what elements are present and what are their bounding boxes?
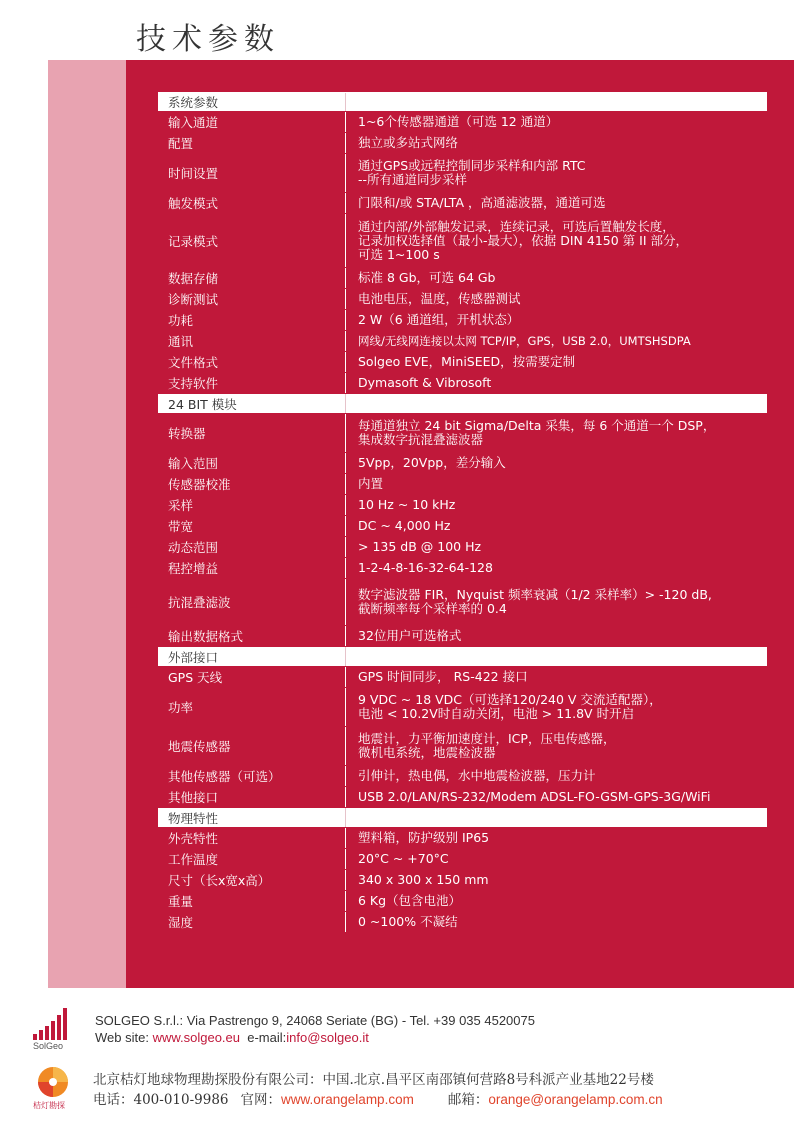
- spec-row: [158, 268, 767, 289]
- spec-label: 数据存储: [168, 271, 219, 286]
- spec-row: [158, 912, 767, 933]
- orangelamp-logo: [31, 1064, 75, 1112]
- spec-value-line: 数字滤波器 FIR，Nyquist 频率衰减（1/2 采样率）> -120 dB,: [358, 587, 712, 602]
- spec-value-line: GPS 时间同步， RS-422 接口: [358, 669, 528, 684]
- spec-label: 地震传感器: [168, 739, 231, 754]
- spec-value: [346, 912, 767, 932]
- spec-value-line: 9 VDC ~ 18 VDC（可选择120/240 V 交流适配器），: [358, 692, 662, 707]
- spec-value-line: 门限和/或 STA/LTA ，高通滤波器，通道可选: [358, 195, 606, 210]
- spec-label: 支持软件: [168, 376, 219, 391]
- spec-row: [158, 474, 767, 495]
- spec-row: [158, 849, 767, 870]
- solgeo-logo-text: SolGeo: [33, 1041, 64, 1051]
- spec-value-line: 0 ~100% 不凝结: [358, 914, 458, 929]
- solgeo-address: SOLGEO S.r.l.: Via Pastrengo 9, 24068 Seriate (BG) - Tel. +39 035 4520075: [95, 1013, 535, 1028]
- spec-value-line: 10 Hz ~ 10 kHz: [358, 497, 456, 512]
- orangelamp-footer: [31, 1064, 791, 1114]
- spec-label: 触发模式: [168, 196, 219, 211]
- spec-value-line: 可选 1~100 s: [358, 246, 440, 262]
- spec-value-line: 1-2-4-8-16-32-64-128: [358, 560, 493, 575]
- spec-label: 湿度: [168, 915, 194, 930]
- spec-value-line: 32位用户可选格式: [358, 628, 462, 643]
- side-band: [48, 60, 126, 988]
- spec-row: [158, 766, 767, 787]
- spec-label: 文件格式: [168, 355, 219, 370]
- solgeo-footer: [31, 1004, 771, 1054]
- spec-value: [346, 849, 767, 869]
- spec-value-line: 记录加权选择值（最小-最大），依据 DIN 4150 第 II 部分，: [358, 232, 688, 248]
- section-title: 物理特性: [168, 810, 219, 826]
- spec-value: [346, 558, 767, 578]
- spec-value-line: 独立或多站式网络: [358, 135, 459, 150]
- section-header: [158, 808, 767, 828]
- spec-label: GPS 天线: [168, 670, 223, 685]
- spec-value: [346, 373, 767, 393]
- spec-label: 带宽: [168, 519, 194, 534]
- solgeo-logo: [31, 1004, 75, 1052]
- orangelamp-contact: [93, 1070, 663, 1110]
- site-label: 官网：: [240, 1092, 282, 1108]
- spec-value: [346, 537, 767, 557]
- spec-value: [346, 310, 767, 330]
- spec-row: [158, 537, 767, 558]
- spec-label: 重量: [168, 894, 194, 909]
- spec-value-line: 截断频率每个采样率的 0.4: [358, 601, 507, 616]
- spec-value: [346, 193, 767, 213]
- spec-row: [158, 112, 767, 133]
- spec-value: [346, 474, 767, 494]
- spec-row: [158, 310, 767, 331]
- spec-row: [158, 558, 767, 579]
- solgeo-contact: [95, 1012, 535, 1046]
- spec-value: [346, 133, 767, 153]
- spec-row: [158, 579, 767, 626]
- spec-row: [158, 414, 767, 453]
- spec-label: 功耗: [168, 313, 194, 328]
- spec-label: 诊断测试: [168, 292, 219, 307]
- spec-label: 尺寸（长x宽x高）: [168, 873, 271, 888]
- spec-value-line: Solgeo EVE，MiniSEED，按需要定制: [358, 354, 576, 369]
- spec-row: [158, 133, 767, 154]
- spec-row: [158, 495, 767, 516]
- spec-value: [346, 453, 767, 473]
- spec-value-line: USB 2.0/LAN/RS-232/Modem ADSL-FO-GSM-GPS-3G/WiFi: [358, 789, 711, 804]
- spec-value-line: > 135 dB @ 100 Hz: [358, 539, 482, 554]
- spec-value-line: --所有通道同步采样: [358, 172, 468, 187]
- spec-row: [158, 289, 767, 310]
- spec-value: [346, 331, 767, 351]
- orangelamp-company: 北京桔灯地球物理勘探股份有限公司：中国.北京.昌平区南邵镇何营路8号科派产业基地22号楼: [93, 1072, 654, 1088]
- spec-value: [346, 516, 767, 536]
- spec-value-line: 微机电系统，地震检波器: [358, 745, 496, 760]
- spec-value: [346, 870, 767, 890]
- spec-value-line: 通过GPS或远程控制同步采样和内部 RTC: [358, 158, 586, 173]
- spec-row: [158, 870, 767, 891]
- mail-label: 邮箱：: [447, 1092, 489, 1108]
- spec-value: [346, 289, 767, 309]
- spec-label: 输入通道: [168, 115, 219, 130]
- spec-value: [346, 352, 767, 372]
- section-header: [158, 394, 767, 414]
- spec-row: [158, 787, 767, 808]
- spec-label: 动态范围: [168, 540, 219, 555]
- spec-value: [346, 787, 767, 807]
- orangelamp-email-link[interactable]: orange@orangelamp.com.cn: [488, 1092, 663, 1107]
- spec-label: 转换器: [168, 426, 206, 441]
- spec-value-line: 通过内部/外部触发记录，连续记录，可选后置触发长度，: [358, 218, 675, 234]
- spec-value-line: 1~6个传感器通道（可选 12 通道）: [358, 114, 559, 129]
- spec-value-line: 网线/无线网连接以太网 TCP/IP，GPS，USB 2.0，UMTSHSDPA: [358, 334, 691, 348]
- spec-label: 外壳特性: [168, 831, 219, 846]
- spec-row: [158, 193, 767, 214]
- spec-value: [346, 112, 767, 132]
- spec-row: [158, 727, 767, 766]
- spec-row: [158, 331, 767, 352]
- spec-value-line: 6 Kg（包含电池）: [358, 893, 462, 908]
- web-label: Web site:: [95, 1030, 153, 1045]
- spec-value-line: Dymasoft & Vibrosoft: [358, 375, 492, 390]
- spec-label: 采样: [168, 498, 194, 513]
- spec-value-line: 5Vpp，20Vpp，差分输入: [358, 455, 506, 470]
- spec-row: [158, 828, 767, 849]
- spec-row: [158, 891, 767, 912]
- spec-value: [346, 154, 767, 192]
- spec-value-line: 地震计，力平衡加速度计，ICP，压电传感器，: [358, 731, 616, 746]
- spec-value: [346, 766, 767, 786]
- spec-value-line: DC ~ 4,000 Hz: [358, 518, 451, 533]
- spec-value-line: 电池电压，温度，传感器测试: [358, 291, 521, 306]
- orangelamp-logo-text: 桔灯勘探: [33, 1101, 65, 1110]
- spec-label: 程控增益: [168, 561, 219, 576]
- spec-value: [346, 626, 767, 646]
- section-header: [158, 92, 767, 112]
- spec-value-line: 引伸计，热电偶，水中地震检波器，压力计: [358, 768, 596, 783]
- spec-label: 传感器校准: [168, 477, 231, 492]
- spec-value-line: 集成数字抗混叠滤波器: [358, 432, 484, 447]
- page-title: 技术参数: [136, 22, 280, 57]
- solgeo-website-link[interactable]: www.solgeo.eu: [152, 1030, 241, 1045]
- spec-row: [158, 667, 767, 688]
- spec-value-line: 20°C ~ +70°C: [358, 851, 449, 866]
- spec-value: [346, 268, 767, 288]
- spec-label: 输入范围: [168, 456, 219, 471]
- spec-row: [158, 373, 767, 394]
- spec-value-line: 2 W（6 通道组，开机状态）: [358, 312, 520, 327]
- email-label: e-mail:: [240, 1030, 287, 1045]
- spec-value: [346, 579, 767, 625]
- spec-value: [346, 727, 767, 765]
- spec-value: [346, 667, 767, 687]
- orangelamp-website-link[interactable]: www.orangelamp.com: [281, 1092, 414, 1107]
- spec-value-line: 标准 8 Gb，可选 64 Gb: [358, 270, 496, 285]
- solgeo-email-link[interactable]: info@solgeo.it: [286, 1030, 369, 1045]
- spec-value: [346, 495, 767, 515]
- spec-label: 配置: [168, 136, 194, 151]
- spec-label: 时间设置: [168, 166, 219, 181]
- spec-value-line: 每通道独立 24 bit Sigma/Delta 采集，每 6 个通道一个 DSP，: [358, 418, 716, 433]
- spec-value: [346, 828, 767, 848]
- spec-value: [346, 414, 767, 452]
- spec-value: [346, 688, 767, 726]
- spec-value: [346, 891, 767, 911]
- section-title: 外部接口: [168, 649, 219, 665]
- spec-label: 其他传感器（可选）: [168, 769, 281, 784]
- spec-row: [158, 516, 767, 537]
- spec-row: [158, 214, 767, 268]
- section-title: 系统参数: [168, 95, 219, 110]
- spec-label: 通讯: [168, 334, 194, 349]
- spec-row: [158, 626, 767, 647]
- spec-label: 记录模式: [168, 233, 219, 249]
- section-title: 24 BIT 模块: [168, 396, 237, 412]
- spec-label: 输出数据格式: [168, 629, 244, 644]
- spec-row: [158, 154, 767, 193]
- section-header: [158, 647, 767, 667]
- spec-value: [346, 214, 767, 267]
- spec-label: 工作温度: [168, 852, 219, 867]
- spec-value-line: 塑料箱，防护级别 IP65: [358, 830, 490, 845]
- phone-label: 电话：: [93, 1092, 134, 1108]
- spec-value-line: 电池 < 10.2V时自动关闭，电池 > 11.8V 时开启: [358, 706, 635, 721]
- spec-table: [158, 92, 767, 933]
- spec-value-line: 340 x 300 x 150 mm: [358, 872, 489, 887]
- spec-label: 其他接口: [168, 790, 219, 805]
- spec-row: [158, 453, 767, 474]
- spec-label: 功率: [168, 700, 194, 715]
- spec-row: [158, 688, 767, 727]
- spec-value-line: 内置: [358, 476, 384, 491]
- spec-label: 抗混叠滤波: [168, 595, 231, 610]
- phone-number: 400-010-9986: [133, 1092, 229, 1108]
- spec-row: [158, 352, 767, 373]
